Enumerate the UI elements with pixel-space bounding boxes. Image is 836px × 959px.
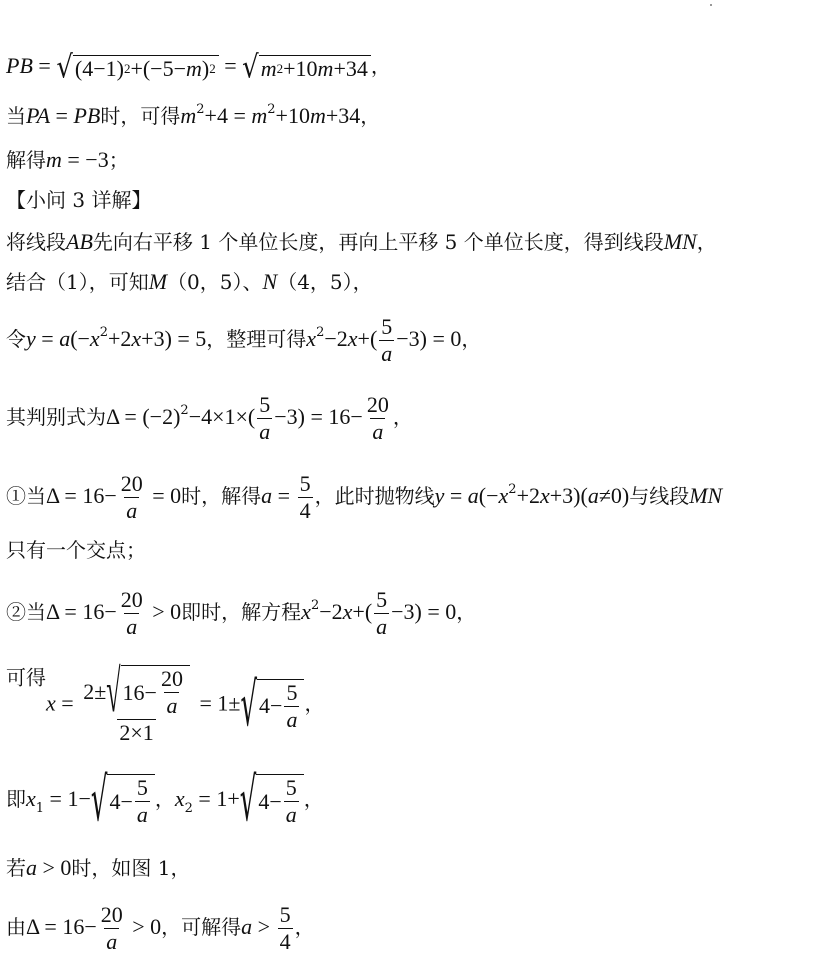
fraction: $\frac{5}{a}$ — [376, 587, 388, 639]
line-roots: 即$x_1 = 1-$ √ 4− $\frac{5}{a}$ ，$x_2 = 1+$ √ 4− $\frac{5}{a}$ ， — [6, 767, 324, 837]
fraction: $\frac{5}{4}$ — [299, 471, 311, 523]
section-heading: 【小问 3 详解】 — [6, 188, 152, 212]
line-quadratic-formula: 可得x = 2± √ 16− $\frac{20}{a}$ 2×1 = 1± √ 4− $\frac{5}{a}$ ， — [6, 658, 325, 745]
fraction: $\frac{20}{a}$ — [366, 392, 389, 444]
fraction: $\frac{20}{a}$ — [120, 471, 143, 523]
fraction: $\frac{20}{a}$ — [120, 587, 143, 639]
line-discriminant: 其判别式为$\Delta = (-2)^2-4\times 1\times$( $\frac{5}{a}$ −3) = 16− $\frac{20}{a}$ ， — [6, 392, 413, 444]
line-solve-a-range: 由Δ = 16− $\frac{20}{a}$ > 0，可解得a > $\frac{5}{4}$ ， — [6, 902, 315, 954]
pb-label: PB — [6, 53, 33, 78]
sqrt-expression: √ m 2 +10 m +34 — [242, 55, 371, 81]
line-points-mn: 结合（1），可知M（0，5）、N（4，5）， — [6, 269, 373, 294]
line-solve-m: 解得m = −3； — [6, 147, 129, 172]
sqrt-expression: √ (4−1) 2 +(−5− m ) 2 — [56, 55, 218, 81]
fraction: $\frac{5}{4}$ — [279, 902, 291, 954]
sqrt-expression: √ 4− $\frac{5}{a}$ — [91, 774, 155, 827]
fraction: $\frac{5}{a}$ — [259, 392, 271, 444]
line-single-intersection: 只有一个交点； — [6, 538, 146, 562]
line-equation-setup: 令$y = a(-x^2+2x+3) = 5$，整理可得$x^2-2x+$( $\frac{5}{a}$ −3) = 0， — [6, 314, 482, 366]
line-pa-equals-pb: 当PA = PB时，可得$m^2+4 = m^2+10m+34$， — [6, 102, 381, 128]
speck-mark — [710, 4, 712, 6]
quadratic-fraction: 2± √ 16− $\frac{20}{a}$ 2×1 — [81, 665, 192, 745]
sqrt-expression: √ 4− $\frac{5}{a}$ — [240, 774, 304, 827]
fraction: $\frac{5}{a}$ — [381, 314, 393, 366]
sqrt-expression: √ 4− $\frac{5}{a}$ — [240, 679, 304, 732]
line-case-two: ②当Δ = 16− $\frac{20}{a}$ > 0即时，解方程$x^2-2x+$( $\frac{5}{a}$ −3) = 0， — [6, 587, 477, 639]
line-case-a-positive: 若a > 0时，如图 1， — [6, 855, 191, 880]
line-translate-segment: 将线段AB先向右平移 1 个单位长度，再向上平移 5 个单位长度，得到线段MN， — [6, 229, 717, 254]
line-case-one: ①当Δ = 16− $\frac{20}{a}$ = 0时，解得a = $\frac{5}{4}$ ，此时抛物线$y = a(-x^2+2x+3)(a\ne 0)$与线段MN — [6, 471, 723, 523]
fraction: $\frac{20}{a}$ — [100, 902, 123, 954]
sqrt-expression: √ 16− $\frac{20}{a}$ — [106, 665, 190, 718]
line-pb-distance: PB = √ (4−1) 2 +(−5− m ) 2 = √ m 2 +10 m +34 ， — [6, 49, 391, 86]
